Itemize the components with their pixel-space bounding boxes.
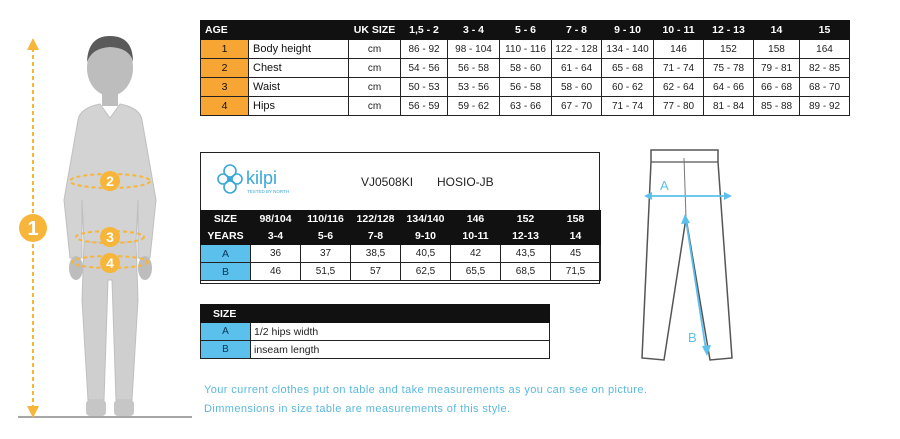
product-size-row — [201, 211, 601, 228]
cell-value: 45 — [551, 245, 601, 263]
size-header: 146 — [451, 211, 501, 228]
years-header: 9-10 — [401, 228, 451, 245]
legend-key: A — [201, 323, 251, 341]
cell-value: 42 — [451, 245, 501, 263]
row-label: Body height — [249, 40, 349, 59]
marker-1 — [19, 214, 47, 242]
measure-b-label: B — [688, 330, 697, 345]
product-years-row — [201, 228, 601, 245]
pants-illustration — [620, 140, 750, 370]
size-header: 158 — [551, 211, 601, 228]
cell-value: 50 - 53 — [401, 78, 448, 97]
row-unit: cm — [349, 40, 401, 59]
legend-header: SIZE — [201, 305, 550, 323]
table-row — [201, 97, 850, 116]
row-unit: cm — [349, 59, 401, 78]
legend-key: B — [201, 341, 251, 359]
brand-name: kilpi — [246, 168, 278, 188]
size-header: 7 - 8 — [552, 21, 602, 40]
child-figure-illustration — [0, 0, 200, 439]
cell-value: 77 - 80 — [654, 97, 704, 116]
kilpi-logo — [217, 157, 289, 205]
legend-description: inseam length — [251, 341, 550, 359]
size-header: 9 - 10 — [602, 21, 654, 40]
cell-value: 38,5 — [351, 245, 401, 263]
cell-value: 51,5 — [301, 263, 351, 281]
arrow-down-icon — [27, 406, 39, 418]
table-row — [201, 245, 601, 263]
legend-header-row — [201, 305, 550, 323]
product-size-block — [200, 152, 600, 284]
cell-value: 81 - 84 — [704, 97, 754, 116]
cell-value: 68 - 70 — [800, 78, 850, 97]
cell-value: 89 - 92 — [800, 97, 850, 116]
pants-outline — [642, 150, 732, 360]
svg-text:1: 1 — [27, 218, 39, 240]
size-header: 122/128 — [351, 211, 401, 228]
cell-value: 57 — [351, 263, 401, 281]
product-code: VJ0508KI — [361, 175, 414, 189]
cell-value: 54 - 56 — [401, 59, 448, 78]
arrow-right-icon — [724, 192, 732, 200]
legend-description: 1/2 hips width — [251, 323, 550, 341]
cell-value: 58 - 60 — [552, 78, 602, 97]
cell-value: 71 - 74 — [602, 97, 654, 116]
cell-value: 58 - 60 — [500, 59, 552, 78]
cell-value: 85 - 88 — [754, 97, 800, 116]
row-label: Chest — [249, 59, 349, 78]
row-number: 2 — [201, 59, 249, 78]
knot-icon — [218, 165, 242, 193]
cell-value: 75 - 78 — [704, 59, 754, 78]
measurement-legend-table — [200, 304, 550, 359]
cell-value: 65,5 — [451, 263, 501, 281]
cell-value: 65 - 68 — [602, 59, 654, 78]
cell-value: 53 - 56 — [448, 78, 500, 97]
cell-value: 64 - 66 — [704, 78, 754, 97]
cell-value: 79 - 81 — [754, 59, 800, 78]
size-header: 98/104 — [251, 211, 301, 228]
cell-value: 60 - 62 — [602, 78, 654, 97]
cell-value: 146 — [654, 40, 704, 59]
row-number: 3 — [201, 78, 249, 97]
size-header: 15 — [800, 21, 850, 40]
cell-value: 134 - 140 — [602, 40, 654, 59]
cell-value: 37 — [301, 245, 351, 263]
size-chart-header-row — [201, 21, 850, 40]
years-header: 14 — [551, 228, 601, 245]
arrow-left-icon — [644, 192, 652, 200]
size-header: 14 — [754, 21, 800, 40]
cell-value: 36 — [251, 245, 301, 263]
size-label: SIZE — [201, 211, 251, 228]
measurement-note: Your current clothes put on table and take measurements as you can see on picture. — [204, 384, 648, 396]
size-header: 10 - 11 — [654, 21, 704, 40]
table-row — [201, 323, 550, 341]
cell-value: 71 - 74 — [654, 59, 704, 78]
row-number: 1 — [201, 40, 249, 59]
product-measurement-table — [200, 210, 601, 281]
brand-tagline: TESTED BY NORTH — [247, 189, 289, 194]
years-header: 10-11 — [451, 228, 501, 245]
row-label: Hips — [249, 97, 349, 116]
size-header: 3 - 4 — [448, 21, 500, 40]
years-header: 3-4 — [251, 228, 301, 245]
child-body — [64, 36, 156, 416]
size-header: 12 - 13 — [704, 21, 754, 40]
cell-value: 158 — [754, 40, 800, 59]
years-label: YEARS — [201, 228, 251, 245]
size-header: 134/140 — [401, 211, 451, 228]
table-row — [201, 59, 850, 78]
arrow-up-icon — [27, 38, 39, 50]
cell-value: 56 - 59 — [401, 97, 448, 116]
product-header — [201, 153, 599, 210]
cell-value: 152 — [704, 40, 754, 59]
cell-value: 122 - 128 — [552, 40, 602, 59]
cell-value: 164 — [800, 40, 850, 59]
cell-value: 68,5 — [501, 263, 551, 281]
cell-value: 46 — [251, 263, 301, 281]
size-chart-table — [200, 20, 850, 116]
row-key: B — [201, 263, 251, 281]
cell-value: 43,5 — [501, 245, 551, 263]
svg-text:2: 2 — [106, 173, 114, 189]
years-header: 5-6 — [301, 228, 351, 245]
uk-size-header: UK SIZE — [349, 21, 401, 40]
table-row — [201, 263, 601, 281]
marker-3 — [100, 227, 120, 247]
row-label: Waist — [249, 78, 349, 97]
size-header: 5 - 6 — [500, 21, 552, 40]
size-header: 1,5 - 2 — [401, 21, 448, 40]
table-row — [201, 341, 550, 359]
cell-value: 56 - 58 — [500, 78, 552, 97]
cell-value: 40,5 — [401, 245, 451, 263]
measurement-note: Dimmensions in size table are measurements of this style. — [204, 403, 511, 415]
size-header: 152 — [501, 211, 551, 228]
product-name: HOSIO-JB — [437, 175, 494, 189]
cell-value: 56 - 58 — [448, 59, 500, 78]
cell-value: 98 - 104 — [448, 40, 500, 59]
cell-value: 59 - 62 — [448, 97, 500, 116]
cell-value: 63 - 66 — [500, 97, 552, 116]
cell-value: 86 - 92 — [401, 40, 448, 59]
marker-4 — [100, 253, 120, 273]
cell-value: 62,5 — [401, 263, 451, 281]
years-header: 12-13 — [501, 228, 551, 245]
age-header: AGE — [201, 21, 349, 40]
years-header: 7-8 — [351, 228, 401, 245]
size-header: 110/116 — [301, 211, 351, 228]
svg-text:4: 4 — [106, 255, 114, 271]
cell-value: 110 - 116 — [500, 40, 552, 59]
row-key: A — [201, 245, 251, 263]
measure-a-label: A — [660, 178, 669, 193]
row-number: 4 — [201, 97, 249, 116]
cell-value: 71,5 — [551, 263, 601, 281]
cell-value: 66 - 68 — [754, 78, 800, 97]
cell-value: 67 - 70 — [552, 97, 602, 116]
cell-value: 61 - 64 — [552, 59, 602, 78]
row-unit: cm — [349, 78, 401, 97]
table-row — [201, 40, 850, 59]
table-row — [201, 78, 850, 97]
cell-value: 82 - 85 — [800, 59, 850, 78]
cell-value: 62 - 64 — [654, 78, 704, 97]
row-unit: cm — [349, 97, 401, 116]
svg-text:3: 3 — [106, 229, 114, 245]
marker-2 — [100, 171, 120, 191]
